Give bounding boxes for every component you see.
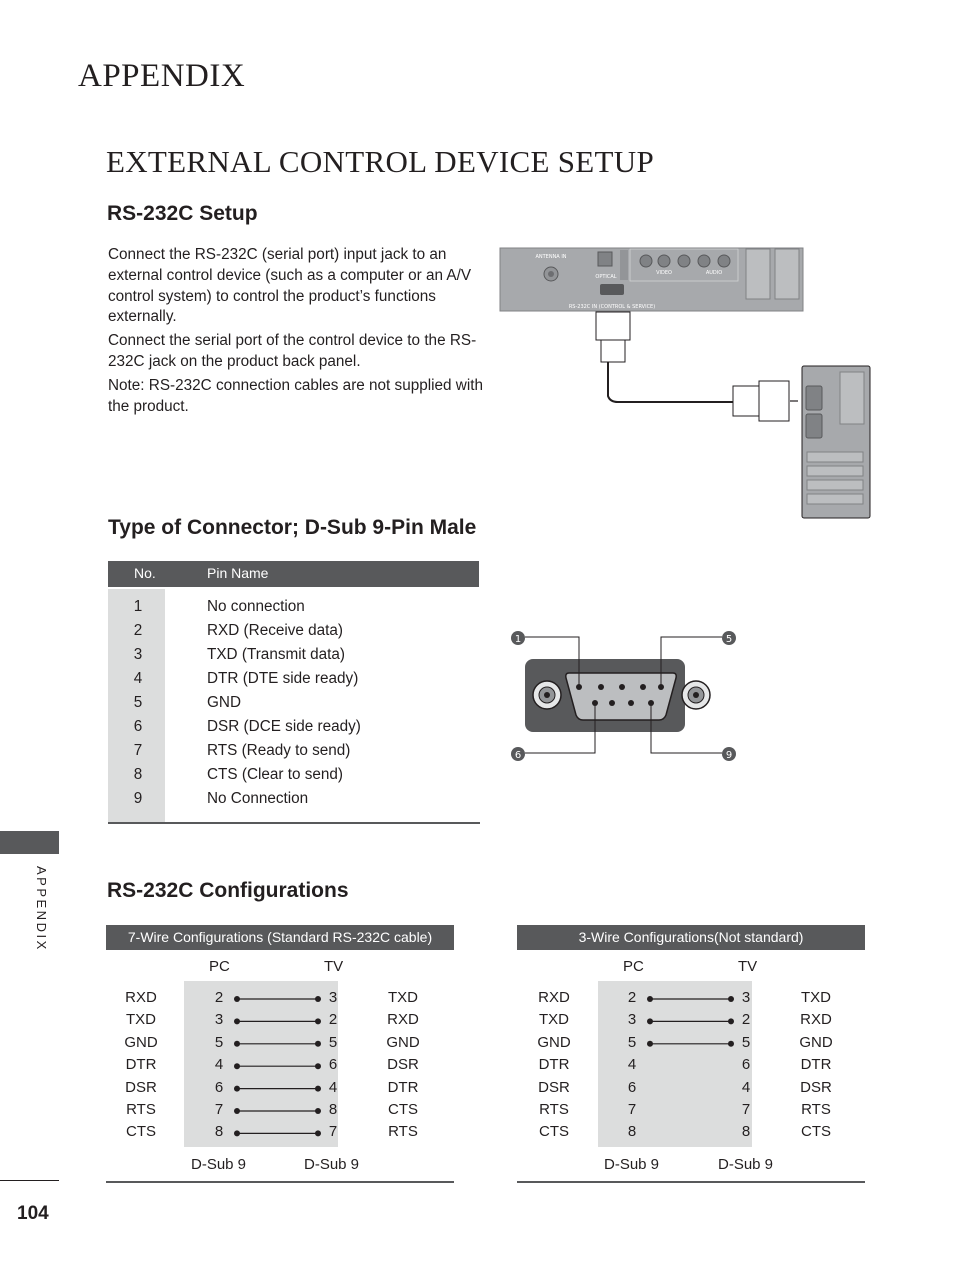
tv-pin: 7	[328, 1123, 338, 1141]
tv-label: TV	[738, 958, 758, 975]
pc-label: PC	[209, 958, 230, 975]
signal-left: DTR	[125, 1056, 157, 1074]
tv-pin: 4	[741, 1078, 751, 1096]
configurations-heading: RS-232C Configurations	[107, 879, 349, 902]
tv-pin: 8	[741, 1123, 751, 1141]
signal-left: RTS	[539, 1101, 569, 1118]
pin-row: 2 RXD (Receive data)	[133, 622, 344, 639]
pin-row: 6 DSR (DCE side ready)	[133, 718, 361, 735]
signal-left: RTS	[126, 1101, 156, 1118]
wire-end-dot	[315, 1086, 321, 1092]
dsub-right-label: D-Sub 9	[304, 1156, 360, 1173]
setup-paragraph-2: Connect the serial port of the control device to the RS-232C jack on the product back panel.	[108, 332, 477, 370]
wire-end-dot	[315, 996, 321, 1002]
pin-row: 8 CTS (Clear to send)	[133, 766, 344, 783]
dsub-right-label: D-Sub 9	[718, 1156, 774, 1173]
video-label: VIDEO	[656, 270, 672, 276]
audio-label: AUDIO	[705, 270, 723, 276]
wire-end-dot	[315, 1108, 321, 1114]
page-number: 104	[17, 1203, 49, 1224]
signal-left: TXD	[126, 1011, 156, 1029]
wire-end-dot	[234, 1086, 240, 1092]
connection-illustration	[498, 246, 873, 522]
signal-left: CTS	[126, 1123, 156, 1141]
tv-pin: 2	[328, 1011, 338, 1029]
pc-pin: 7	[214, 1101, 224, 1118]
optical-label: OPTICAL	[595, 274, 617, 280]
callout-1: 1	[514, 634, 522, 645]
tv-pin: 3	[328, 989, 338, 1006]
signal-left: TXD	[539, 1011, 569, 1029]
tv-pin: 5	[741, 1033, 751, 1051]
wire-end-dot	[728, 1041, 734, 1047]
dsub-left-label: D-Sub 9	[191, 1156, 247, 1173]
signal-left: RXD	[538, 989, 570, 1006]
pin-table	[108, 561, 480, 824]
section-title: APPENDIX	[78, 58, 246, 94]
signal-right: TXD	[801, 989, 831, 1006]
signal-right: RTS	[388, 1123, 418, 1141]
tv-pin: 6	[328, 1056, 338, 1074]
signal-right: GND	[386, 1033, 420, 1051]
pin-table-header	[108, 561, 479, 587]
pin-3	[619, 684, 625, 690]
pc-pin: 5	[214, 1033, 224, 1051]
wire-end-dot	[234, 1063, 240, 1069]
pc-pin: 8	[214, 1123, 224, 1141]
signal-right: RTS	[801, 1101, 831, 1118]
wire-end-dot	[647, 1018, 653, 1024]
setup-heading: RS-232C Setup	[107, 202, 258, 225]
wire-end-dot	[315, 1041, 321, 1047]
tv-pin: 2	[741, 1011, 751, 1029]
signal-right: CTS	[388, 1101, 418, 1118]
signal-left: RXD	[125, 989, 157, 1006]
pin-8	[628, 700, 634, 706]
signal-right: DSR	[800, 1078, 832, 1096]
callout-6: 6	[514, 750, 522, 761]
wire-end-dot	[234, 1108, 240, 1114]
pin-row: 7 RTS (Ready to send)	[133, 742, 351, 759]
signal-right: CTS	[801, 1123, 831, 1141]
signal-right: RXD	[387, 1011, 419, 1029]
setup-paragraph-1: Connect the RS-232C (serial port) input jack to an external control device (such as a computer or an A/V control system) to control the product’s functions externally.	[108, 246, 472, 326]
pc-pin: 5	[627, 1033, 637, 1051]
dsub-left-label: D-Sub 9	[604, 1156, 660, 1173]
pc-pin: 3	[214, 1011, 224, 1029]
page-title: EXTERNAL CONTROL DEVICE SETUP	[106, 144, 655, 179]
signal-right: TXD	[388, 989, 418, 1006]
pc-pin: 2	[627, 989, 637, 1006]
signal-right: DTR	[387, 1078, 419, 1096]
signal-left: CTS	[539, 1123, 569, 1141]
connector-heading: Type of Connector; D-Sub 9-Pin Male	[108, 516, 477, 539]
wire-end-dot	[647, 996, 653, 1002]
pc-pin: 6	[214, 1078, 224, 1096]
pin-row: 4 DTR (DTE side ready)	[133, 670, 359, 687]
side-section-label: APPENDIX	[34, 866, 49, 952]
signal-left: GND	[124, 1033, 158, 1051]
pc-pin: 2	[214, 989, 224, 1006]
pc-pin: 4	[214, 1056, 224, 1074]
signal-right: DSR	[387, 1056, 419, 1074]
callout-9: 9	[725, 750, 733, 761]
wire-end-dot	[728, 1018, 734, 1024]
signal-right: RXD	[800, 1011, 832, 1029]
rs232c-port	[600, 284, 624, 295]
tv-pin: 5	[328, 1033, 338, 1051]
dsub-connector-diagram	[505, 625, 740, 765]
seven-wire-title: 7-Wire Configurations (Standard RS-232C cable)	[106, 925, 454, 950]
header-no: No.	[134, 565, 156, 581]
pc-pin: 6	[627, 1078, 637, 1096]
header-pin-name: Pin Name	[207, 565, 269, 581]
pc-pin: 4	[627, 1056, 637, 1074]
seven-wire-config	[106, 925, 454, 1185]
pin-2	[598, 684, 604, 690]
signal-left: DSR	[125, 1078, 157, 1096]
pin-row: 5 GND	[133, 694, 241, 711]
tv-pin: 6	[741, 1056, 751, 1074]
tv-pin: 7	[741, 1101, 751, 1118]
pin-row: 1 No connection	[133, 598, 305, 615]
wire-end-dot	[234, 1130, 240, 1136]
signal-left: GND	[537, 1033, 571, 1051]
pc-pin: 7	[627, 1101, 637, 1118]
pc-pin: 3	[627, 1011, 637, 1029]
tv-pin: 3	[741, 989, 751, 1006]
wire-end-dot	[234, 1018, 240, 1024]
wire-end-dot	[234, 1041, 240, 1047]
wire-end-dot	[647, 1041, 653, 1047]
pc-pin: 8	[627, 1123, 637, 1141]
rs232c-label: RS-232C IN (CONTROL & SERVICE)	[568, 304, 656, 310]
wire-end-dot	[315, 1063, 321, 1069]
antenna-label: ANTENNA IN	[535, 254, 567, 260]
pc-label: PC	[623, 958, 644, 975]
wire-end-dot	[728, 996, 734, 1002]
wire-end-dot	[315, 1130, 321, 1136]
wire-end-dot	[234, 996, 240, 1002]
signal-right: DTR	[800, 1056, 832, 1074]
wire-end-dot	[315, 1018, 321, 1024]
three-wire-config	[517, 925, 865, 1185]
signal-left: DTR	[538, 1056, 570, 1074]
callout-5: 5	[725, 634, 733, 645]
signal-right: GND	[799, 1033, 833, 1051]
tv-label: TV	[324, 958, 344, 975]
tv-pin: 4	[328, 1078, 338, 1096]
setup-paragraph-3: Note: RS-232C connection cables are not supplied with the product.	[108, 377, 483, 415]
pin-7	[609, 700, 615, 706]
pin-4	[640, 684, 646, 690]
side-tab	[0, 831, 59, 854]
tv-pin: 8	[328, 1101, 338, 1118]
signal-left: DSR	[538, 1078, 570, 1096]
three-wire-title: 3-Wire Configurations(Not standard)	[517, 925, 865, 950]
pin-row: 3 TXD (Transmit data)	[133, 646, 345, 663]
connector-shell	[566, 673, 676, 720]
pin-row: 9 No Connection	[133, 790, 309, 807]
